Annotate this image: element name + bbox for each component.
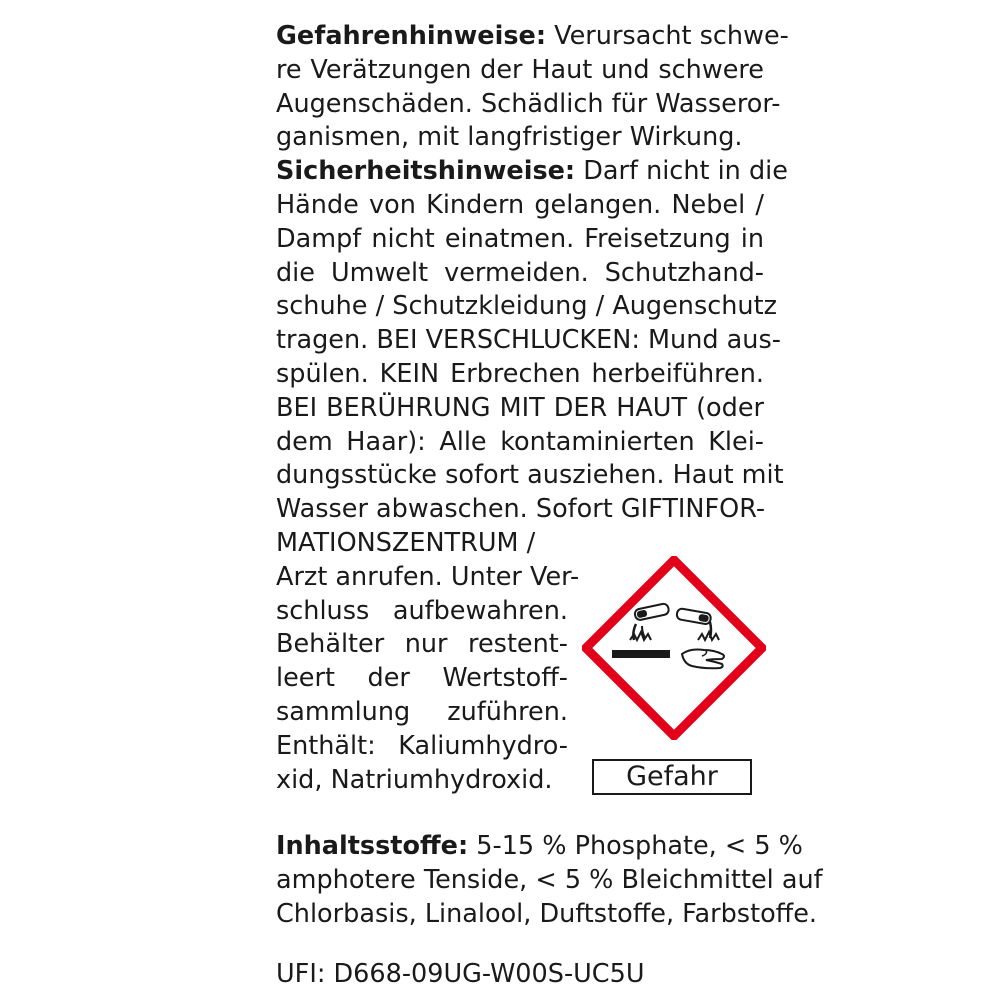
safety-narrow-line: sammlung zuführen. xyxy=(276,696,568,727)
safety-line: Hände von Kindern gelangen. Nebel / xyxy=(276,189,764,220)
hazard-line: ganismen, mit langfristiger Wirkung. xyxy=(276,122,743,153)
signal-word-box xyxy=(592,759,752,795)
ingredients-first-line xyxy=(276,830,803,864)
safety-line: spülen. KEIN Erbrechen herbeiführen. xyxy=(276,358,764,389)
safety-narrow-line: Arzt anrufen. Unter Ver- xyxy=(276,561,580,592)
safety-line: BEI BERÜHRUNG MIT DER HAUT (oder xyxy=(276,392,764,423)
ufi-code: UFI: D668-09UG-W00S-UC5U xyxy=(276,959,645,989)
safety-line: schuhe / Schutzkleidung / Augenschutz xyxy=(276,291,777,322)
ingredients-first-line-text: 5-15 % Phosphate, < 5 % xyxy=(476,831,803,861)
safety-first-line-text: Darf nicht in die xyxy=(583,156,788,187)
ingredients-block xyxy=(276,830,823,931)
hazard-line: re Verätzungen der Haut und schwere xyxy=(276,54,764,85)
safety-narrow-line: Behälter nur restent- xyxy=(276,629,568,660)
ingredients-line: Chlorbasis, Linalool, Duftstoffe, Farbstoffe. xyxy=(276,898,818,929)
safety-line: dungsstücke sofort ausziehen. Haut mit xyxy=(276,460,784,491)
safety-first-line xyxy=(276,155,788,189)
safety-narrow-line: schluss aufbewahren. xyxy=(276,595,568,626)
ingredients-heading: Inhaltsstoffe: xyxy=(276,831,469,861)
ghs05-corrosive-icon xyxy=(582,556,766,740)
safety-line: tragen. BEI VERSCHLUCKEN: Mund aus- xyxy=(276,325,781,356)
hazard-first-line-text: Verursacht schwe- xyxy=(554,21,789,51)
safety-narrow-line: leert der Wertstoff- xyxy=(276,663,568,694)
safety-line: MATIONSZENTRUM / xyxy=(276,527,536,558)
ufi-block xyxy=(276,958,645,992)
hazard-first-line xyxy=(276,20,789,54)
hazard-heading: Gefahrenhinweise: xyxy=(276,21,547,51)
safety-line: dem Haar): Alle kontaminierten Klei- xyxy=(276,426,764,457)
safety-line: die Umwelt vermeiden. Schutzhand- xyxy=(276,257,764,288)
safety-narrow-line: Enthält: Kaliumhydro- xyxy=(276,730,568,761)
safety-narrow-line: xid, Natriumhydroxid. xyxy=(276,764,553,795)
ingredients-line: amphotere Tenside, < 5 % Bleichmittel auf xyxy=(276,864,823,895)
safety-line: Dampf nicht einatmen. Freisetzung in xyxy=(276,223,764,254)
signal-word: Gefahr xyxy=(626,761,718,792)
hazard-line: Augenschäden. Schädlich für Wasseror- xyxy=(276,88,781,119)
safety-line: Wasser abwaschen. Sofort GIFTINFOR- xyxy=(276,494,766,525)
safety-heading: Sicherheitshinweise: xyxy=(276,156,576,187)
